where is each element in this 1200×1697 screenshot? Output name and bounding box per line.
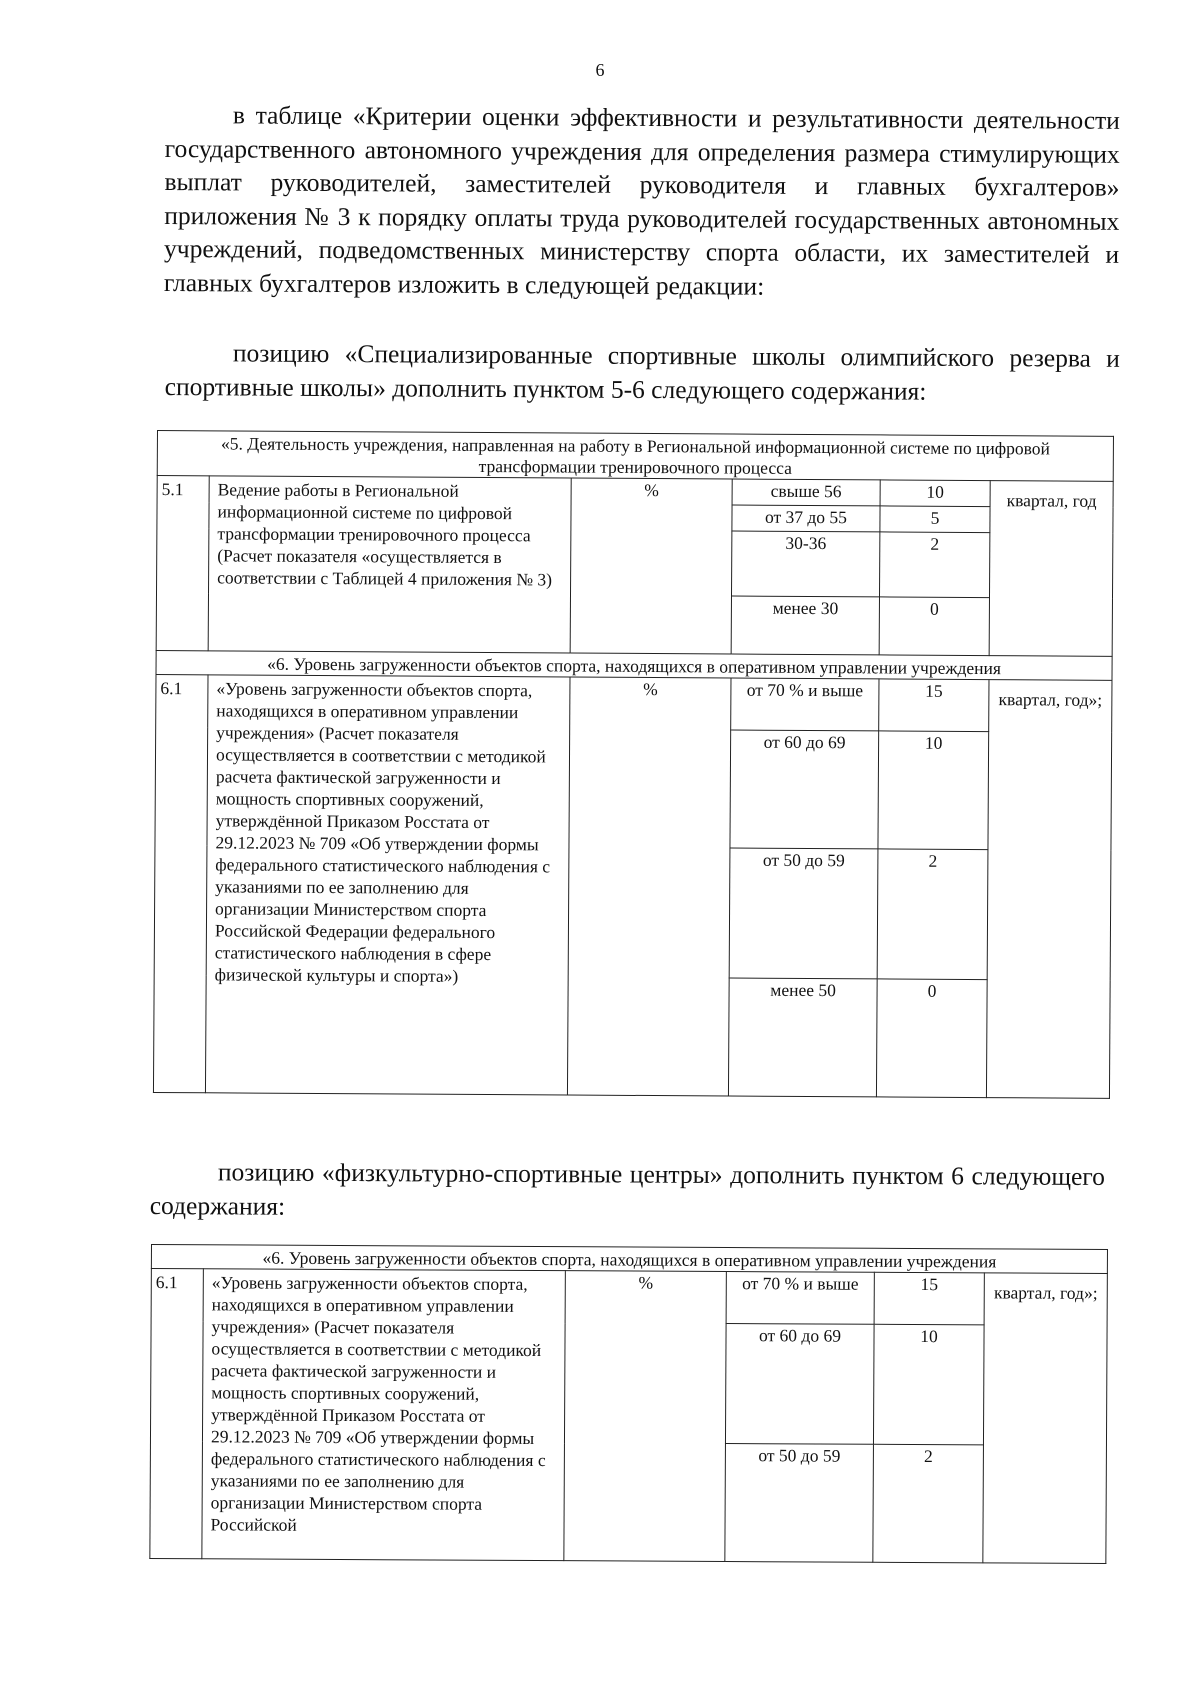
points: 2 xyxy=(879,532,989,598)
criterion-description: Ведение работы в Региональной информационной системе по цифровой трансформации тренировочного процесса (Расчет показателя «осуществляется в соответствии с Таблицей 4 приложения № 3) xyxy=(208,476,571,653)
value-range: от 60 до 69 xyxy=(730,730,879,849)
value-range: от 60 до 69 xyxy=(725,1324,874,1445)
section-5-header-row xyxy=(157,431,1113,482)
value-range: менее 50 xyxy=(728,978,877,1097)
criteria-table-1 xyxy=(153,430,1114,1099)
paragraph-3 xyxy=(150,1155,1105,1227)
paragraph-2-text: позицию «Специализированные спортивные школы олимпийского резерва и спортивные школы» дополнить пунктом 5-6 следующего содержания: xyxy=(164,338,1120,406)
section-5-header: «5. Деятельность учреждения, направленная на работу в Региональной информационной системе по цифровой трансформации тренировочного процесса xyxy=(157,431,1113,482)
unit-of-measure: % xyxy=(567,677,731,1096)
row-number: 5.1 xyxy=(156,476,209,651)
points: 10 xyxy=(878,731,989,850)
paragraph-1-text: в таблице «Критерии оценки эффективности и результативности деятельности государственного автономного учреждения для определения размера стимулирующих выплат руководителей, заместителей руководителя и главных бухгалтеров» приложения № 3 к порядку оплаты труда руководителей государственных автономных учреждений, подведомственных министерству спорта области, их заместителей и главных бухгалтеров изложить в следующей редакции: xyxy=(163,100,1120,301)
section-6-header: «6. Уровень загруженности объектов спорта, находящихся в оперативном управлении учреждения xyxy=(151,1245,1107,1274)
points: 2 xyxy=(877,849,988,980)
paragraph-1 xyxy=(164,98,1120,305)
value-range: менее 30 xyxy=(731,596,879,655)
reporting-period: квартал, год»; xyxy=(986,680,1112,1099)
points: 5 xyxy=(880,506,990,533)
criteria-table-2 xyxy=(149,1244,1108,1564)
reporting-period: квартал, год»; xyxy=(983,1273,1108,1564)
table-row xyxy=(151,1269,1107,1326)
table-row xyxy=(157,476,1113,508)
value-range: от 70 % и выше xyxy=(726,1272,874,1325)
reporting-period: квартал, год xyxy=(989,481,1113,657)
value-range: от 50 до 59 xyxy=(725,1444,874,1563)
points: 10 xyxy=(873,1324,984,1445)
points: 15 xyxy=(874,1272,984,1325)
criterion-description: «Уровень загруженности объектов спорта, находящихся в оперативном управлении учреждения» (Расчет показателя осуществляется в соответствии с методикой расчета фактической загруженности и мощность спортивных сооружений, утверждённой Приказом Росстата от 29.12.2023 № 709 «Об утверждении формы федерального статистического наблюдения с указаниями по ее заполнению для организации Министерством спорта Российской xyxy=(202,1269,566,1561)
points: 2 xyxy=(873,1444,984,1563)
row-number: 6.1 xyxy=(150,1269,204,1559)
table-row xyxy=(156,674,1112,732)
section-6-header: «6. Уровень загруженности объектов спорта, находящихся в оперативном управлении учреждения xyxy=(156,650,1112,680)
page-number: 6 xyxy=(595,60,605,80)
paragraph-2 xyxy=(165,336,1120,409)
criterion-description: «Уровень загруженности объектов спорта, находящихся в оперативном управлении учреждения» (Расчет показателя осуществляется в соответствии с методикой расчета фактической загруженности и мощность спортивных сооружений, утверждённой Приказом Росстата от 29.12.2023 № 709 «Об утверждении формы федерального статистического наблюдения с указаниями по ее заполнению для организации Министерством спорта Российской Федерации федерального статистического наблюдения в сфере физической культуры и спорта») xyxy=(205,675,570,1095)
value-range: от 70 % и выше xyxy=(731,678,879,731)
row-number: 6.1 xyxy=(153,674,208,1092)
paragraph-3-text: позицию «физкультурно-спортивные центры» дополнить пунктом 6 следующего содержания: xyxy=(149,1157,1105,1221)
value-range: свыше 56 xyxy=(732,479,880,506)
points: 0 xyxy=(876,979,987,1098)
points: 10 xyxy=(880,480,990,507)
unit-of-measure: % xyxy=(564,1271,727,1562)
points: 15 xyxy=(879,679,989,732)
value-range: от 37 до 55 xyxy=(732,505,880,532)
points: 0 xyxy=(879,597,989,656)
unit-of-measure: % xyxy=(570,478,732,654)
value-range: от 50 до 59 xyxy=(729,848,878,979)
value-range: 30-36 xyxy=(731,531,879,597)
